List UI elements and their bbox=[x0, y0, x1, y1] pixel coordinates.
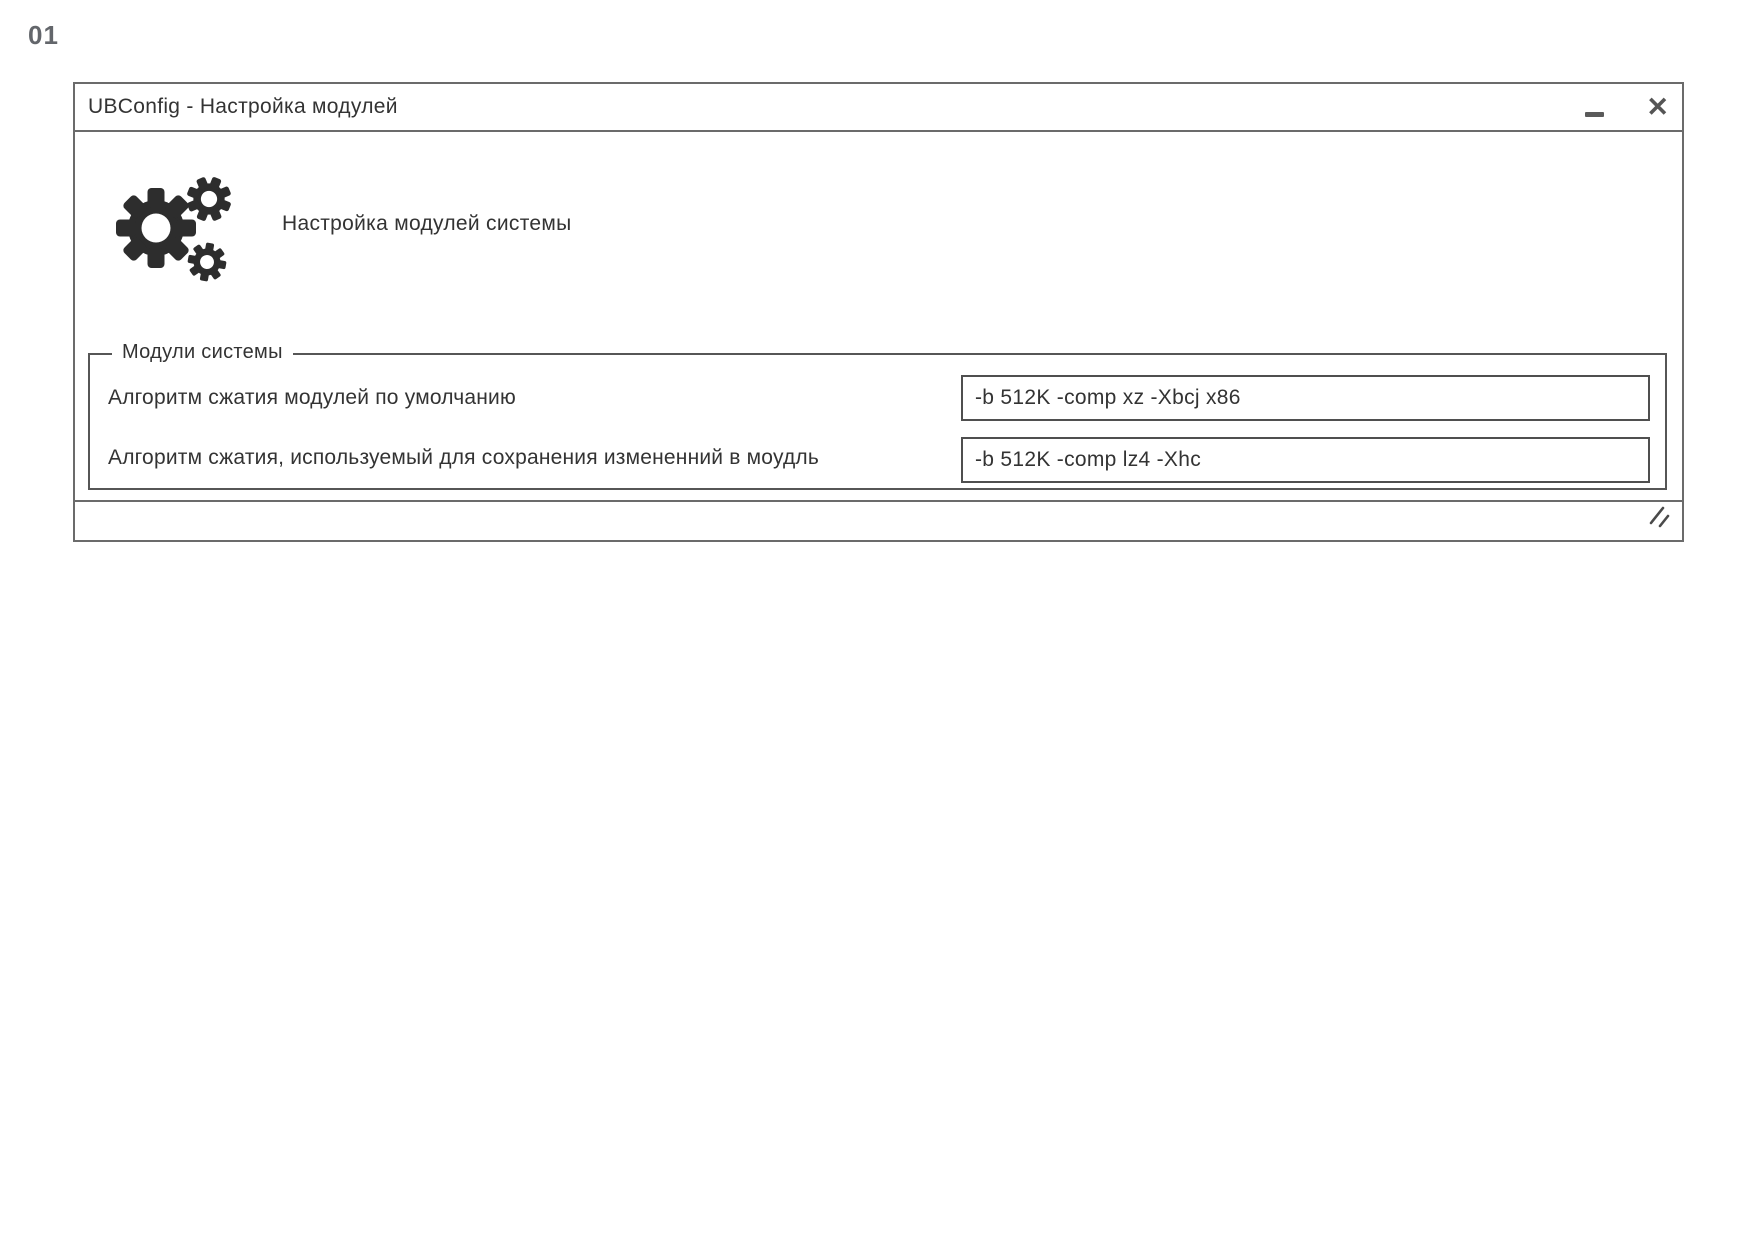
slide-number: 01 bbox=[28, 20, 59, 50]
default-compression-label: Алгоритм сжатия модулей по умолчанию bbox=[108, 386, 516, 409]
minimize-icon[interactable] bbox=[1585, 112, 1604, 117]
status-bar bbox=[75, 500, 1682, 540]
page-heading: Настройка модулей системы bbox=[282, 212, 572, 235]
title-bar[interactable] bbox=[75, 84, 1682, 132]
groupbox-legend: Модули системы bbox=[112, 341, 293, 364]
save-changes-compression-input[interactable] bbox=[961, 437, 1650, 483]
default-compression-input[interactable] bbox=[961, 375, 1650, 421]
resize-grip-icon[interactable] bbox=[1646, 505, 1672, 534]
gears-icon bbox=[113, 156, 273, 296]
close-icon[interactable]: ✕ bbox=[1646, 92, 1669, 122]
window-title: UBConfig - Настройка модулей bbox=[88, 95, 398, 118]
groupbox-modules bbox=[88, 341, 1667, 490]
ubconfig-window bbox=[73, 82, 1684, 542]
save-changes-compression-label: Алгоритм сжатия, используемый для сохранения измененний в моудль bbox=[108, 446, 819, 469]
window-content bbox=[75, 132, 1682, 500]
